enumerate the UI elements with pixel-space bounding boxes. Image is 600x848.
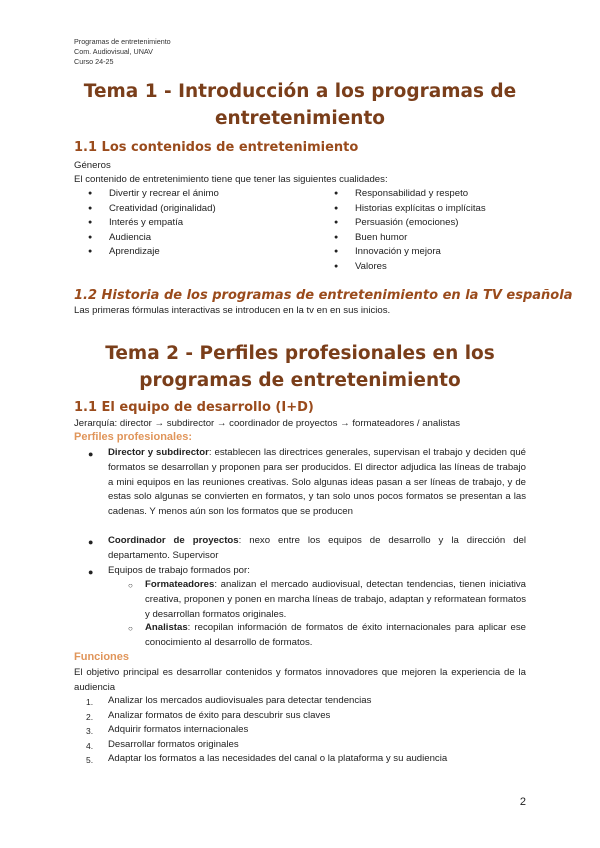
list-item: ● Persuasión (emociones) xyxy=(334,216,486,231)
list-item: ● Historias explícitas o implícitas xyxy=(334,202,486,217)
list-number: 3. xyxy=(86,726,94,736)
analistas-paragraph xyxy=(145,621,526,651)
cualidades-intro: El contenido de entretenimiento tiene que tener las siguientes cualidades: xyxy=(74,174,388,185)
analistas-label: Analistas xyxy=(145,622,188,633)
tema2-title-line2: programas de entretenimiento xyxy=(139,370,461,391)
funcion-item: Analizar formatos de éxito para descubrir sus claves xyxy=(108,710,331,721)
cualidades-list-left xyxy=(88,187,219,260)
analistas-text: : recopilan información de formatos de éxito internacionales para aplicar ese conocimiento al desarrollo de formatos. xyxy=(145,622,526,648)
coordinador-paragraph xyxy=(108,534,526,564)
director-label: Director y subdirector xyxy=(108,447,209,458)
tema2-title-line1: Tema 2 - Perfiles profesionales en los xyxy=(105,343,495,364)
tema1-title-line1: Tema 1 - Introducción a los programas de xyxy=(83,81,517,102)
list-item: ● Creatividad (originalidad) xyxy=(88,202,219,217)
formateadores-label: Formateadores xyxy=(145,579,215,590)
list-item: ● Divertir y recrear el ánimo xyxy=(88,187,219,202)
bullet-icon: ● xyxy=(88,449,94,459)
funcion-item: Desarrollar formatos originales xyxy=(108,739,239,750)
list-item: ● Buen humor xyxy=(334,231,486,246)
cualidades-list-right xyxy=(334,187,486,275)
list-item: ● Valores xyxy=(334,260,486,275)
page-number: 2 xyxy=(519,796,526,808)
formateadores-text: : analizan el mercado audiovisual, detectan tendencias, tienen iniciativa creativa, proponen y ponen en marcha líneas de trabajo, adaptan y reformatean formatos y desarrollan formatos originales. xyxy=(145,579,526,620)
tema2-section-1-1-title: 1.1 El equipo de desarrollo (I+D) xyxy=(74,400,314,415)
list-item: ● Innovación y mejora xyxy=(334,245,486,260)
list-number: 4. xyxy=(86,741,94,751)
jerarquia-text: Jerarquía: director → subdirector → coordinador de proyectos → formateadores / analistas xyxy=(74,418,461,429)
bullet-icon: ● xyxy=(88,537,94,547)
funcion-item: Adquirir formatos internacionales xyxy=(108,724,249,735)
tema1-section-1-2-title: 1.2 Historia de los programas de entretenimiento en la TV española xyxy=(74,288,573,303)
perfiles-title: Perfiles profesionales: xyxy=(74,431,192,443)
historia-text: Las primeras fórmulas interactivas se introducen en la tv en en sus inicios. xyxy=(74,305,391,316)
generos-label: Géneros xyxy=(74,160,111,171)
circle-bullet-icon: ○ xyxy=(128,624,133,633)
equipos-text: Equipos de trabajo formados por: xyxy=(108,565,250,576)
funcion-item: Adaptar los formatos a las necesidades del canal o la plataforma y su audiencia xyxy=(108,753,448,764)
director-text: : establecen las directrices generales, supervisan el trabajo y deciden qué formatos se desarrollan y proponen para ser producidos. El director adjudica las líneas de trabajo a mini equipos en las reuniones creativas. Solo algunas ideas pasan a ser líneas de trabajo, y de estas solo algunas se convierten en formatos, y tan solo unos pocos formatos se presentan a las cadenas. Y menos aún son los formatos que se producen xyxy=(108,447,526,518)
list-item: ● Aprendizaje xyxy=(88,245,219,260)
coordinador-text: : nexo entre los equipos de desarrollo y la dirección del departamento. Supervisor xyxy=(108,535,526,561)
tema2-title xyxy=(60,340,540,394)
document-header xyxy=(74,37,171,67)
funciones-text: El objetivo principal es desarrollar contenidos y formatos innovadores que mejoren la experiencia de la audiencia xyxy=(74,667,526,693)
header-program: Com. Audiovisual, UNAV xyxy=(74,47,153,56)
list-number: 1. xyxy=(86,697,94,707)
bullet-icon: ● xyxy=(88,567,94,577)
tema1-section-1-1-title: 1.1 Los contenidos de entretenimiento xyxy=(74,140,359,155)
funciones-title: Funciones xyxy=(74,651,130,663)
funcion-item: Analizar los mercados audiovisuales para detectar tendencias xyxy=(108,695,372,706)
header-year: Curso 24-25 xyxy=(74,57,114,66)
formateadores-paragraph xyxy=(145,578,526,622)
coordinador-label: Coordinador de proyectos xyxy=(108,535,239,546)
header-course: Programas de entretenimiento xyxy=(74,37,171,46)
director-paragraph xyxy=(108,446,526,520)
list-item: ● Interés y empatía xyxy=(88,216,219,231)
list-number: 5. xyxy=(86,755,94,765)
tema1-title-line2: entretenimiento xyxy=(214,108,386,129)
list-number: 2. xyxy=(86,712,94,722)
circle-bullet-icon: ○ xyxy=(128,581,133,590)
list-item: ● Responsabilidad y respeto xyxy=(334,187,486,202)
tema1-title xyxy=(60,78,540,132)
list-item: ● Audiencia xyxy=(88,231,219,246)
